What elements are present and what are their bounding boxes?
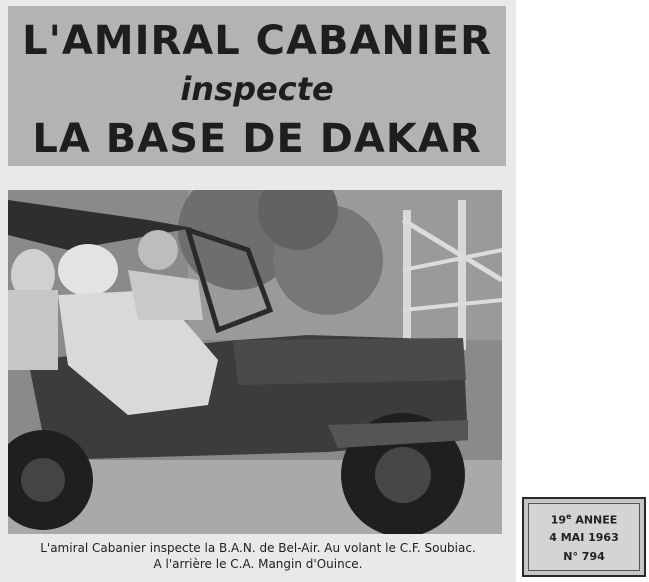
- issue-number: 794: [581, 550, 605, 563]
- issue-year-suffix: e: [566, 512, 572, 521]
- headline-line-3: LA BASE DE DAKAR: [32, 116, 482, 162]
- issue-number-line: [529, 550, 639, 563]
- issue-number-prefix: N°: [563, 550, 578, 563]
- issue-year-number: 19: [550, 513, 567, 527]
- issue-date: 4 MAI 1963: [549, 531, 619, 544]
- issue-info-inner: [528, 503, 640, 571]
- issue-year-line: [529, 512, 639, 527]
- photo-caption: [0, 540, 516, 572]
- headline-banner: [8, 6, 506, 166]
- headline-line-1: L'AMIRAL CABANIER: [22, 18, 492, 64]
- jeep-photo-illustration: [8, 190, 502, 534]
- issue-year-word: ANNEE: [575, 513, 618, 527]
- caption-line-2: A l'arrière le C.A. Mangin d'Ouince.: [153, 557, 363, 571]
- caption-line-1: L'amiral Cabanier inspecte la B.A.N. de Bel-Air. Au volant le C.F. Soubiac.: [40, 541, 476, 555]
- issue-info-box: [522, 497, 646, 577]
- headline-line-2: inspecte: [180, 70, 334, 108]
- jeep-photo: [8, 190, 502, 534]
